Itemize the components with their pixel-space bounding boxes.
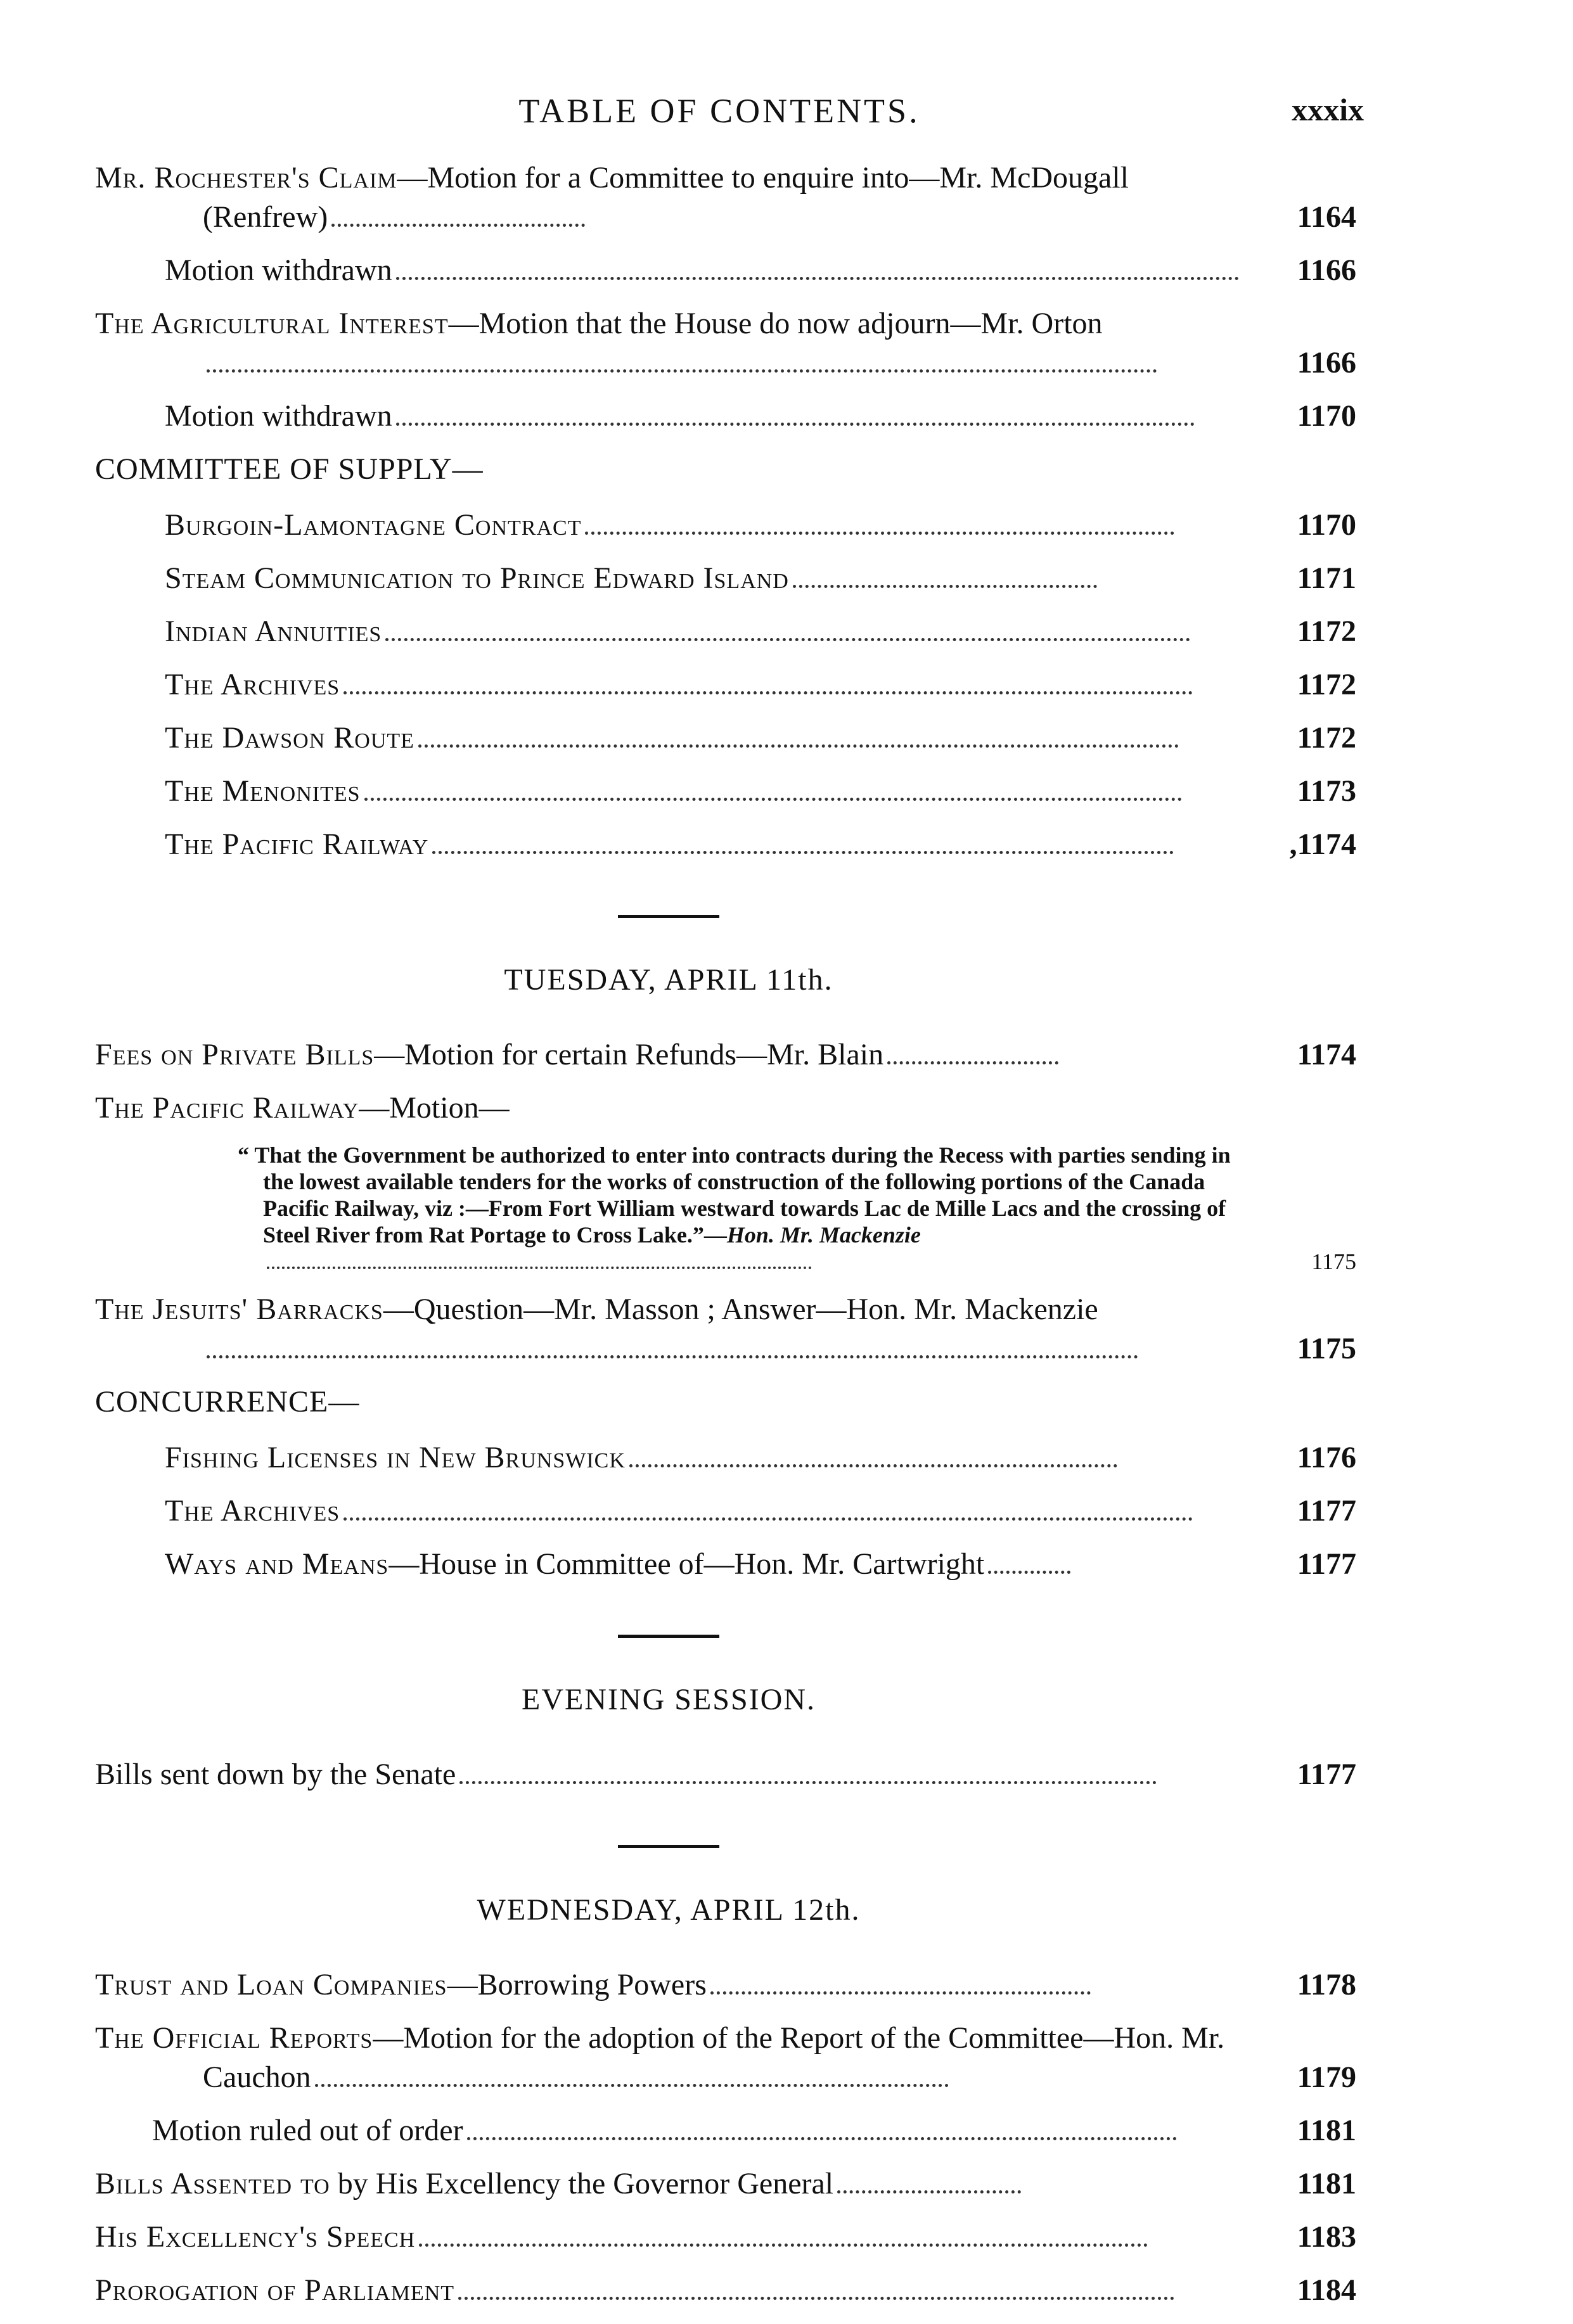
entry-page: 1170 (1297, 508, 1356, 542)
entry-page: 1166 (1297, 346, 1356, 380)
dot-leader (343, 686, 1193, 694)
entry-page: 1173 (1297, 774, 1356, 808)
day-heading-evening-session: EVENING SESSION. (522, 1683, 816, 1716)
entry-page: 1171 (1297, 561, 1356, 595)
dot-leader (207, 1350, 1138, 1358)
entry-head: The Jesuits' Barracks (95, 1293, 383, 1326)
day-heading-tuesday: TUESDAY, APRIL 11th. (504, 963, 833, 997)
entry-text: —Motion for a Committee to enquire into—Mr. McDougall (Renfrew) (203, 161, 1129, 234)
dot-leader (331, 219, 585, 227)
entry-page: 1175 (1297, 1332, 1356, 1365)
entry-text: Motion withdrawn (165, 399, 392, 433)
entry-head: The Pacific Railway (95, 1091, 359, 1125)
dot-leader (887, 1056, 1058, 1064)
entry-head: The Official Reports (95, 2021, 373, 2055)
entry-text: —House in Committee of—Hon. Mr. Cartwright (388, 1547, 985, 1581)
dot-leader (364, 793, 1182, 801)
section-divider (618, 1635, 719, 1638)
toc-entry-official-reports (95, 2019, 1356, 2097)
entry-text: Motion withdrawn (165, 253, 392, 287)
entry-head: Bills Assented to (95, 2167, 330, 2200)
dot-leader (315, 2079, 949, 2087)
entry-head: Trust and Loan Companies (95, 1968, 447, 2002)
dot-leader (418, 739, 1179, 748)
dot-leader (710, 1986, 1091, 1995)
section-heading-concurrence: CONCURRENCE— (95, 1385, 360, 1419)
entry-page: 1166 (1297, 253, 1356, 287)
entry-head: Fees on Private Bills (95, 1038, 375, 1071)
toc-entry-agricultural-interest (95, 304, 1356, 383)
toc-entry-pacific-railway-motion (95, 1089, 1356, 1128)
dot-leader (207, 364, 1157, 373)
entry-head: The Archives (165, 668, 340, 701)
motion-quotation (95, 1142, 1356, 1275)
entry-page: 1179 (1297, 2060, 1356, 2094)
entry-head: Burgoin-Lamontagne Contract (165, 508, 582, 542)
entry-text: —Question—Mr. Masson ; Answer—Hon. Mr. Mackenzie (383, 1293, 1098, 1326)
toc-entry-jesuits-barracks (95, 1290, 1356, 1369)
toc-entry-concurrence-item (95, 1438, 1356, 1478)
entry-page: 1181 (1297, 2114, 1356, 2147)
dot-leader (459, 1776, 1157, 1784)
entry-text: Bills sent down by the Senate (95, 1758, 456, 1791)
entry-page: 1177 (1297, 1494, 1356, 1528)
entry-head: Steam Communication to Prince Edward Island (165, 561, 789, 595)
toc-entry-supply-item (95, 506, 1356, 545)
entry-text: by His Excellency the Governor General (330, 2167, 834, 2200)
entry-page: 1172 (1297, 668, 1356, 701)
section-heading-committee-of-supply: COMMITTEE OF SUPPLY— (95, 452, 484, 486)
entry-head: The Agricultural Interest (95, 307, 449, 340)
entry-head: The Dawson Route (165, 721, 414, 755)
dot-leader (419, 2238, 1148, 2247)
entry-head: The Menonites (165, 774, 361, 808)
dot-leader (385, 633, 1190, 641)
toc-entry-excellency-speech (95, 2218, 1356, 2257)
entry-page: 1164 (1297, 200, 1356, 234)
entry-page: 1176 (1297, 1441, 1356, 1474)
dot-leader (396, 272, 1239, 280)
entry-page: 1181 (1297, 2167, 1356, 2200)
toc-entry-supply-item (95, 825, 1356, 864)
toc-entry-concurrence-item (95, 1491, 1356, 1531)
dot-leader (793, 580, 1097, 588)
dot-leader (837, 2185, 1021, 2193)
entry-text: —Motion for the adoption of the Report of the Committee—Hon. Mr. Cauchon (203, 2021, 1225, 2094)
entry-head: Indian Annuities (165, 615, 382, 648)
entry-head: Ways and Means (165, 1547, 389, 1581)
entry-text: —Borrowing Powers (447, 1968, 707, 2002)
toc-entry-bills-assented (95, 2164, 1356, 2204)
dot-leader (343, 1512, 1193, 1521)
entry-page: 1175 (1311, 1249, 1356, 1274)
toc-entry-bills-from-senate (95, 1755, 1356, 1794)
quote-attribution: Hon. Mr. Mackenzie (726, 1222, 921, 1248)
toc-entry-supply-item (95, 612, 1356, 651)
entry-text: Motion ruled out of order (152, 2114, 463, 2147)
dot-leader (585, 527, 1174, 535)
toc-entry-trust-loan (95, 1965, 1356, 2005)
page-title: TABLE OF CONTENTS. (518, 92, 920, 130)
entry-page: 1184 (1297, 2273, 1356, 2307)
entry-page: 1178 (1297, 1968, 1356, 2002)
dot-leader (988, 1566, 1070, 1574)
toc-entry-supply-item (95, 718, 1356, 758)
dot-leader (396, 418, 1195, 426)
dot-leader (458, 2292, 1174, 2300)
entry-page: 1172 (1297, 615, 1356, 648)
entry-text: —Motion for certain Refunds—Mr. Blain (374, 1038, 884, 1071)
toc-entry-motion-withdrawn (95, 397, 1356, 436)
toc-entry-rochester-claim (95, 158, 1356, 237)
entry-page: 1183 (1297, 2220, 1356, 2254)
toc-entry-motion-withdrawn (95, 251, 1356, 290)
running-head (0, 82, 1573, 133)
toc-entry-supply-item (95, 559, 1356, 598)
entry-head: Mr. Rochester's Claim (95, 161, 397, 195)
entry-page: 1177 (1297, 1547, 1356, 1581)
entry-page: 1177 (1297, 1758, 1356, 1791)
toc-entry-ways-and-means (95, 1545, 1356, 1584)
page-number-roman: xxxix (1292, 92, 1364, 127)
toc-entry-fees-private-bills (95, 1035, 1356, 1075)
entry-page: 1170 (1297, 399, 1356, 433)
entry-text: —Motion— (359, 1091, 510, 1125)
table-of-contents (95, 158, 1356, 2324)
entry-head: The Archives (165, 1494, 340, 1528)
entry-text: —Motion that the House do now adjourn—Mr. Orton (448, 307, 1103, 340)
entry-head: His Excellency's Speech (95, 2220, 416, 2254)
entry-page: 1172 (1297, 721, 1356, 755)
day-heading-wednesday: WEDNESDAY, APRIL 12th. (477, 1893, 861, 1927)
dot-leader (467, 2132, 1177, 2140)
toc-entry-supply-item (95, 772, 1356, 811)
dot-leader (629, 1459, 1117, 1467)
dot-leader (432, 846, 1174, 854)
dot-leader (267, 1263, 812, 1269)
entry-head: The Pacific Railway (165, 827, 429, 861)
toc-entry-supply-item (95, 665, 1356, 705)
section-divider (618, 915, 719, 918)
entry-head: Fishing Licenses in New Brunswick (165, 1441, 626, 1474)
toc-entry-motion-ruled-out (95, 2111, 1356, 2150)
entry-page: ,1174 (1289, 827, 1356, 861)
toc-entry-prorogation (95, 2271, 1356, 2310)
entry-page: 1174 (1297, 1038, 1356, 1071)
quote-text: “ That the Government be authorized to enter into contracts during the Recess with parties sending in the lowest available tenders for the works of construction of the following portions of the Canada Pacific Railway, viz :—From Fort William westward towards Lac de Mille Lacs and the crossing of Steel River from Rat Portage to Cross Lake.”— (238, 1142, 1231, 1248)
entry-head: Prorogation of Parliament (95, 2273, 455, 2307)
section-divider (618, 1845, 719, 1848)
